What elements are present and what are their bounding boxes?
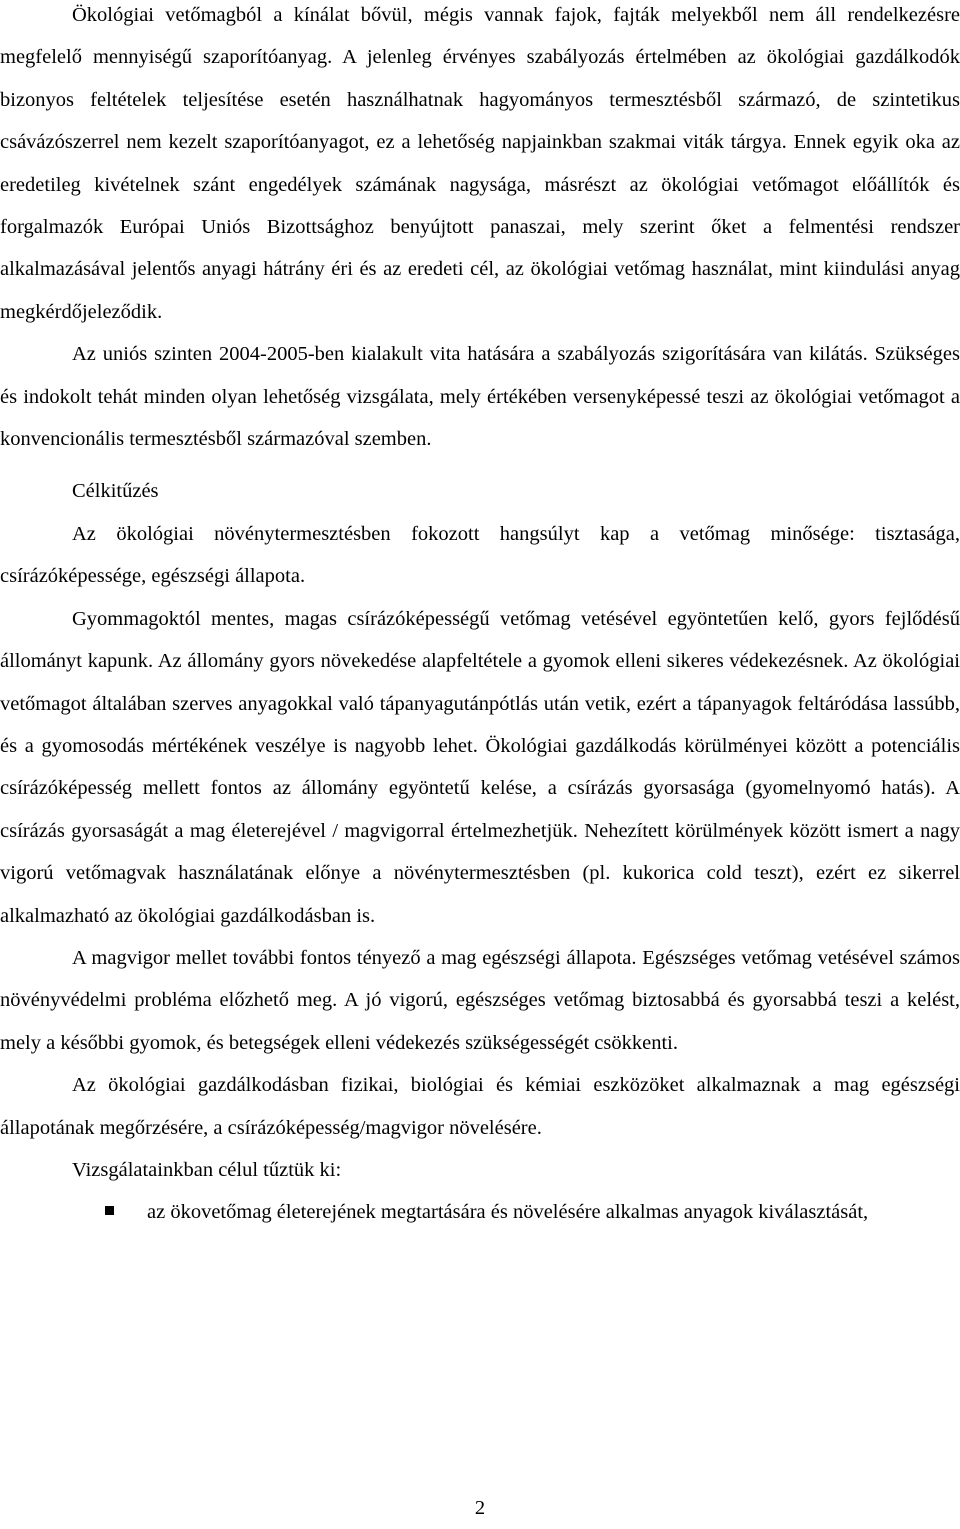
page-number: 2 xyxy=(474,1497,486,1519)
body-paragraph: Az ökológiai növénytermesztésben fokozott hangsúlyt kap a vetőmag minősége: tisztasága, csírázóképessége, egészségi állapota. xyxy=(0,522,960,588)
body-paragraph: Vizsgálatainkban célul tűztük ki: xyxy=(72,1158,342,1181)
objectives-list xyxy=(0,1191,960,1233)
list-item-text: az ökovetőmag életerejének megtartására és növelésére alkalmas anyagok kiválasztását, xyxy=(147,1201,869,1224)
list-item xyxy=(0,1191,960,1233)
body-paragraph: Ökológiai vetőmagból a kínálat bővül, mégis vannak fajok, fajták melyekből nem áll rendelkezésre megfelelő mennyiségű szaporítóanyag. A jelenleg érvényes szabályozás értelmében az ökológiai gazdálkodók bizonyos feltételek teljesítése esetén használhatnak hagyományos termesztésből származó, de szintetikus csávázószerrel nem kezelt szaporítóanyagot, ez a lehetőség napjainkban szakmai viták tárgya. Ennek egyik oka az eredetileg kivételnek szánt engedélyek számának nagysága, másrészt az ökológiai vetőmagot előállítók és forgalmazók Európai Uniós Bizottsághoz benyújtott panaszai, mely szerint őket a felmentési rendszer alkalmazásával jelentős anyagi hátrány éri és az eredeti cél, az ökológiai vetőmag használat, mint kiindulási anyag megkérdőjeleződik. xyxy=(0,4,960,323)
body-paragraph: Az uniós szinten 2004-2005-ben kialakult vita hatására a szabályozás szigorítására van kilátás. Szükséges és indokolt tehát minden olyan lehetőség vizsgálata, mely értékében versenyképessé teszi az ökológiai vetőmagot a konvencionális termesztésből származóval szemben. xyxy=(0,343,960,451)
body-paragraph: Az ökológiai gazdálkodásban fizikai, biológiai és kémiai eszközöket alkalmaznak a mag egészségi állapotának megőrzésére, a csírázóképesség/magvigor növelésére. xyxy=(0,1074,960,1139)
body-paragraph: A magvigor mellet további fontos tényező a mag egészségi állapota. Egészséges vetőmag vetésével számos növényvédelmi probléma előzhető meg. A jó vigorú, egészséges vetőmag biztosabbá és gyorsabbá teszi a kelést, mely a későbbi gyomok, és betegségek elleni védekezés szükségességét csökkenti. xyxy=(0,946,960,1054)
section-heading: Célkitűzés xyxy=(72,480,159,503)
square-bullet-icon xyxy=(105,1206,114,1215)
body-paragraph: Gyommagoktól mentes, magas csírázóképességű vetőmag vetésével egyöntetűen kelő, gyors fejlődésű állományt kapunk. Az állomány gyors növekedése alapfeltétele a gyomok elleni sikeres védekezésnek. Az ökológiai vetőmagot általában szerves anyagokkal való tápanyagutánpótlás után vetik, ezért a tápanyagok feltáródása lassúbb, és a gyomosodás mértékének veszélye is nagyobb lehet. Ökológiai gazdálkodás körülményei között a potenciális csírázóképesség mellett fontos az állomány egyöntetű kelése, a csírázás gyorsasága (gyomelnyomó hatás). A csírázás gyorsaságát a mag életerejével / magvigorral értelmezhetjük. Nehezített körülmények között ismert a nagy vigorú vetőmagvak használatának előnye a növénytermesztésben (pl. kukorica cold teszt), ezért ez sikerrel alkalmazható az ökológiai gazdálkodásban is. xyxy=(0,607,960,927)
